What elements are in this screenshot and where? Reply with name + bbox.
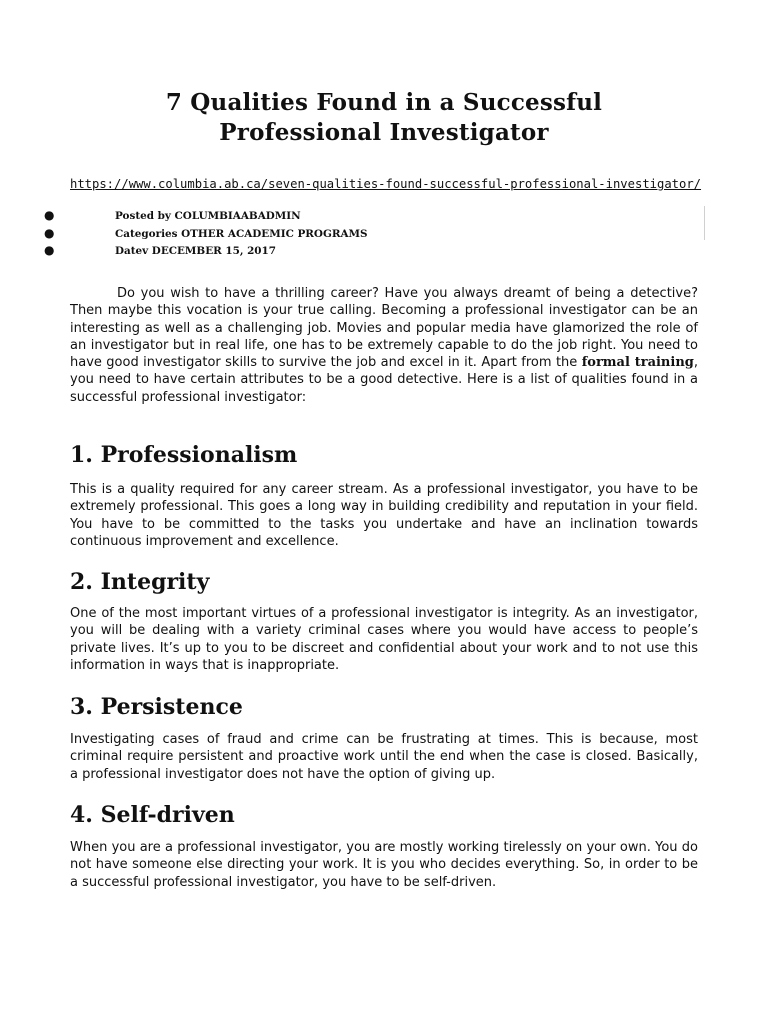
post-meta-list [0,208,768,261]
page-title [60,88,708,148]
section-heading-self-driven: 4. Self-driven [70,802,235,828]
intro-paragraph [70,285,698,406]
source-link[interactable]: https://www.columbia.ab.ca/seven-qualities-found-successful-professional-investigator/ [70,177,702,191]
section-body-self-driven: When you are a professional investigator, you are mostly working tirelessly on your own. You do not have someone else directing your work. It is you who decides everything. So, in order to be a successful professional investigator, you have to be self-driven. [70,840,698,890]
meta-item-categories [0,226,768,244]
intro-text-start: Do you wish to have a thrilling career? Have you always dreamt of being a detective? Then maybe this vocation is your true calling. Becoming a professional investigator can be an interesting as well as a challenging job. Movies and popular media have glamorized the role of an investigator but in real life, one has to be extremely capable to do the job right. You need to have good investigator skills to survive the job and excel in it. Apart from the [70,286,698,371]
section-body-integrity: One of the most important virtues of a professional investigator is integrity. As an investigator, you will be dealing with a variety criminal cases where you would have access to people’s private lives. It’s up to you to be discreet and confidential about your work and to not use this information in ways that is inappropriate. [70,606,698,673]
formal-training-emphasis: formal training [581,355,694,371]
section-heading-professionalism: 1. Professionalism [70,442,298,468]
title-line-2: Professional Investigator [219,119,549,146]
section-heading-persistence: 3. Persistence [70,694,243,720]
bullet-icon: ● [44,208,55,222]
meta-item-posted-by [0,208,768,226]
section-body-professionalism: This is a quality required for any career stream. As a professional investigator, you have to be extremely professional. This goes a long way in building credibility and reputation in your field. You have to be committed to the tasks you undertake and have an inclination towards continuous improvement and excellence. [70,482,698,549]
meta-date: Datev DECEMBER 15, 2017 [115,245,276,257]
meta-posted-by: Posted by COLUMBIAABADMIN [115,210,301,222]
bullet-icon: ● [44,225,55,240]
meta-categories: Categories OTHER ACADEMIC PROGRAMS [115,227,368,240]
bullet-icon: ● [44,243,55,257]
meta-item-date [0,243,768,261]
section-heading-integrity: 2. Integrity [70,569,210,595]
title-line-1: 7 Qualities Found in a Successful [165,89,603,116]
section-body-persistence: Investigating cases of fraud and crime can be frustrating at times. This is because, most criminal require persistent and proactive work until the end when the case is closed. Basically, a professional investigator does not have the option of giving up. [70,732,698,782]
intro-text-end: , you need to have certain attributes to be a good detective. Here is a list of qualities found in a successful professional investigator: [70,355,698,405]
